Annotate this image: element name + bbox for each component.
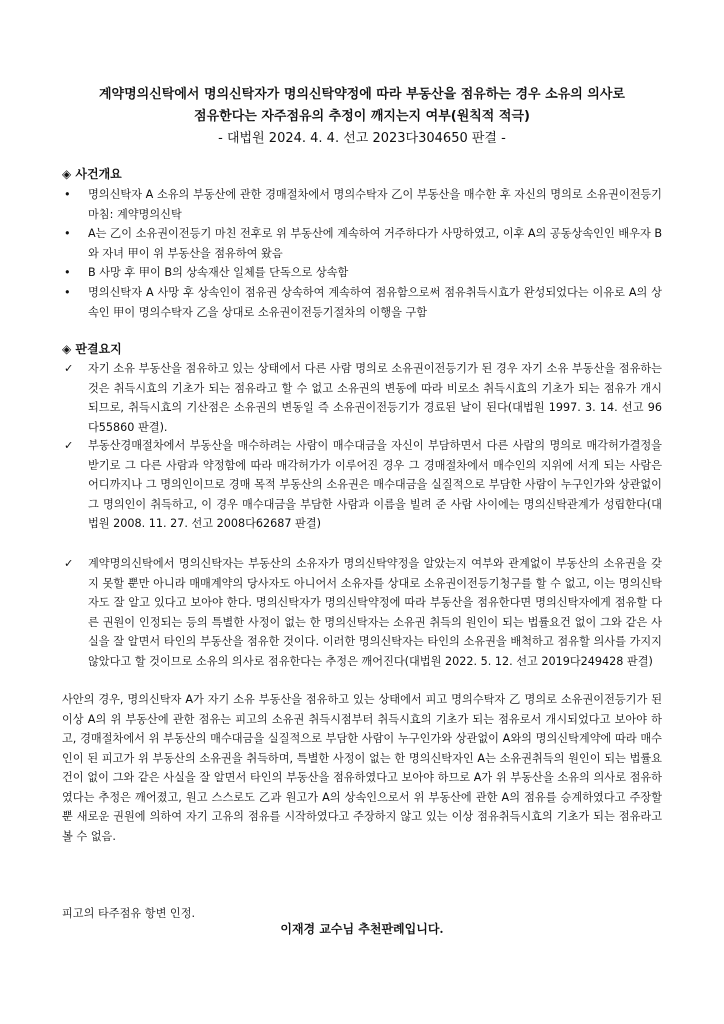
facts-item-text: 명의신탁자 A 사망 후 상속인이 점유권 상속하여 계속하여 점유함으로써 점유취득시효가 완성되었다는 이유로 A의 상속인 甲이 명의수탁자 乙을 상대로 소유권이전등기절차의 이행을 구함: [88, 286, 662, 319]
check-icon: ✓: [64, 557, 74, 570]
facts-item-text: A는 乙이 소유권이전등기 마친 전후로 위 부동산에 계속하여 거주하다가 사망하였고, 이후 A의 공동상속인인 배우자 B와 자녀 甲이 위 부동산을 점유하여 왔음: [88, 227, 662, 260]
holding-item: [62, 359, 662, 437]
analysis-conclusion: 피고의 타주점유 항변 인정.: [62, 907, 196, 920]
holding-item-text: 자기 소유 부동산을 점유하고 있는 상태에서 다른 사람 명의로 소유권이전등기가 된 경우 자기 소유 부동산을 점유하는 것은 취득시효의 기초가 되는 점유라고 할 수 없고 소유권의 변동에 따라 비로소 취득시효의 기초가 되는 점유가 개시되므로, 취득시효의 기산점은 소유권의 변동일 즉 소유권이전등기가 경료된 날이 된다(대법원 1997. 3. 14. 선고 96다55860 판결).: [88, 362, 662, 434]
analysis-paragraph: 사안의 경우, 명의신탁자 A가 자기 소유 부동산을 점유하고 있는 상태에서 피고 명의수탁자 乙 명의로 소유권이전등기가 된 이상 A의 위 부동산에 관한 점유는 피고의 소유권 취득시점부터 취득시효의 기초가 되는 점유로서 개시되었다고 보아야 하고, 경매절차에서 위 부동산의 매수대금을 실질적으로 부담한 사람이 누구인가와 상관없이 A와의 명의신탁계약에 따라 매수인이 된 피고가 위 부동산의 소유권을 취득하며, 특별한 사정이 없는 한 명의신탁자인 A는 소유권취득의 원인이 되는 법률요건이 없이 그와 같은 사실을 잘 알면서 타인의 부동산을 점유하였다고 보아야 하므로 A가 위 부동산을 소유의 의사로 점유하였다는 추정은 깨어졌고, 원고 스스로도 乙과 원고가 A의 상속인으로서 위 부동산에 관한 A의 점유를 승계하였다고 주장할 뿐 새로운 권원에 의하여 자기 고유의 점유를 시작하였다고 주장하지 않고 있는 이상 점유취득시효의 기초가 되는 점유라고 볼 수 없음.: [62, 693, 662, 843]
holding-item: [62, 554, 662, 671]
holding-item-text: 계약명의신탁에서 명의신탁자는 부동산의 소유자가 명의신탁약정을 알았는지 여부와 관계없이 부동산의 소유권을 갖지 못할 뿐만 아니라 매매계약의 당사자도 아니어서 소유자를 상대로 소유권이전등기청구를 할 수 없고, 이는 명의신탁자도 잘 알고 있다고 보아야 한다. 명의신탁자가 명의신탁약정에 따라 부동산을 점유한다면 명의신탁자에게 점유할 다른 권원이 인정되는 등의 특별한 사정이 없는 한 명의신탁자는 소유권 취득의 원인이 되는 법률요건 없이 그와 같은 사실을 잘 알면서 타인의 부동산을 점유한 것이다. 이러한 명의신탁자는 타인의 소유권을 배척하고 점유할 의사를 가지지 않았다고 할 것이므로 소유의 의사로 점유한다는 추정은 깨어진다(대법원 2022. 5. 12. 선고 2019다249428 판결): [88, 557, 662, 668]
case-citation: - 대법원 2024. 4. 4. 선고 2023다304650 판결 -: [218, 131, 506, 146]
check-icon: ✓: [64, 362, 74, 375]
holding-item: [62, 436, 662, 534]
title-line-1: 계약명의신탁에서 명의신탁자가 명의신탁약정에 따라 부동산을 점유하는 경우 소유의 의사로: [99, 87, 625, 102]
title-line-2: 점유한다는 자주점유의 추정이 깨지는지 여부(원칙적 적극): [194, 109, 530, 124]
facts-item: [62, 263, 662, 283]
facts-item-text: B 사망 후 甲이 B의 상속재산 일체를 단독으로 상속함: [88, 266, 349, 279]
facts-item: [62, 283, 662, 322]
facts-item: [62, 185, 662, 224]
facts-heading: ◈ 사건개요: [62, 167, 122, 181]
holding-heading: ◈ 판결요지: [62, 342, 122, 356]
bullet-icon: •: [64, 188, 71, 201]
bullet-icon: •: [64, 266, 71, 279]
bullet-icon: •: [64, 286, 71, 299]
bullet-icon: •: [64, 227, 71, 240]
check-icon: ✓: [64, 439, 74, 452]
holding-item-text: 부동산경매절차에서 부동산을 매수하려는 사람이 매수대금을 자신이 부담하면서 다른 사람의 명의로 매각허가결정을 받기로 그 다른 사람과 약정함에 따라 매각허가가 이루어진 경우 그 경매절차에서 매수인의 지위에 서게 되는 사람은 어디까지나 그 명의인이므로 경매 목적 부동산의 소유권은 매수대금을 실질적으로 부담한 사람이 누구인가와 상관없이 그 명의인이 취득하고, 이 경우 매수대금을 부담한 사람과 이름을 빌려 준 사람 사이에는 명의신탁관계가 성립한다(대법원 2008. 11. 27. 선고 2008다62687 판결): [88, 439, 662, 530]
recommendation-note: 이재경 교수님 추천판례입니다.: [280, 922, 444, 936]
facts-item: [62, 224, 662, 263]
facts-item-text: 명의신탁자 A 소유의 부동산에 관한 경매절차에서 명의수탁자 乙이 부동산을 매수한 후 자신의 명의로 소유권이전등기 마침: 계약명의신탁: [88, 188, 662, 221]
